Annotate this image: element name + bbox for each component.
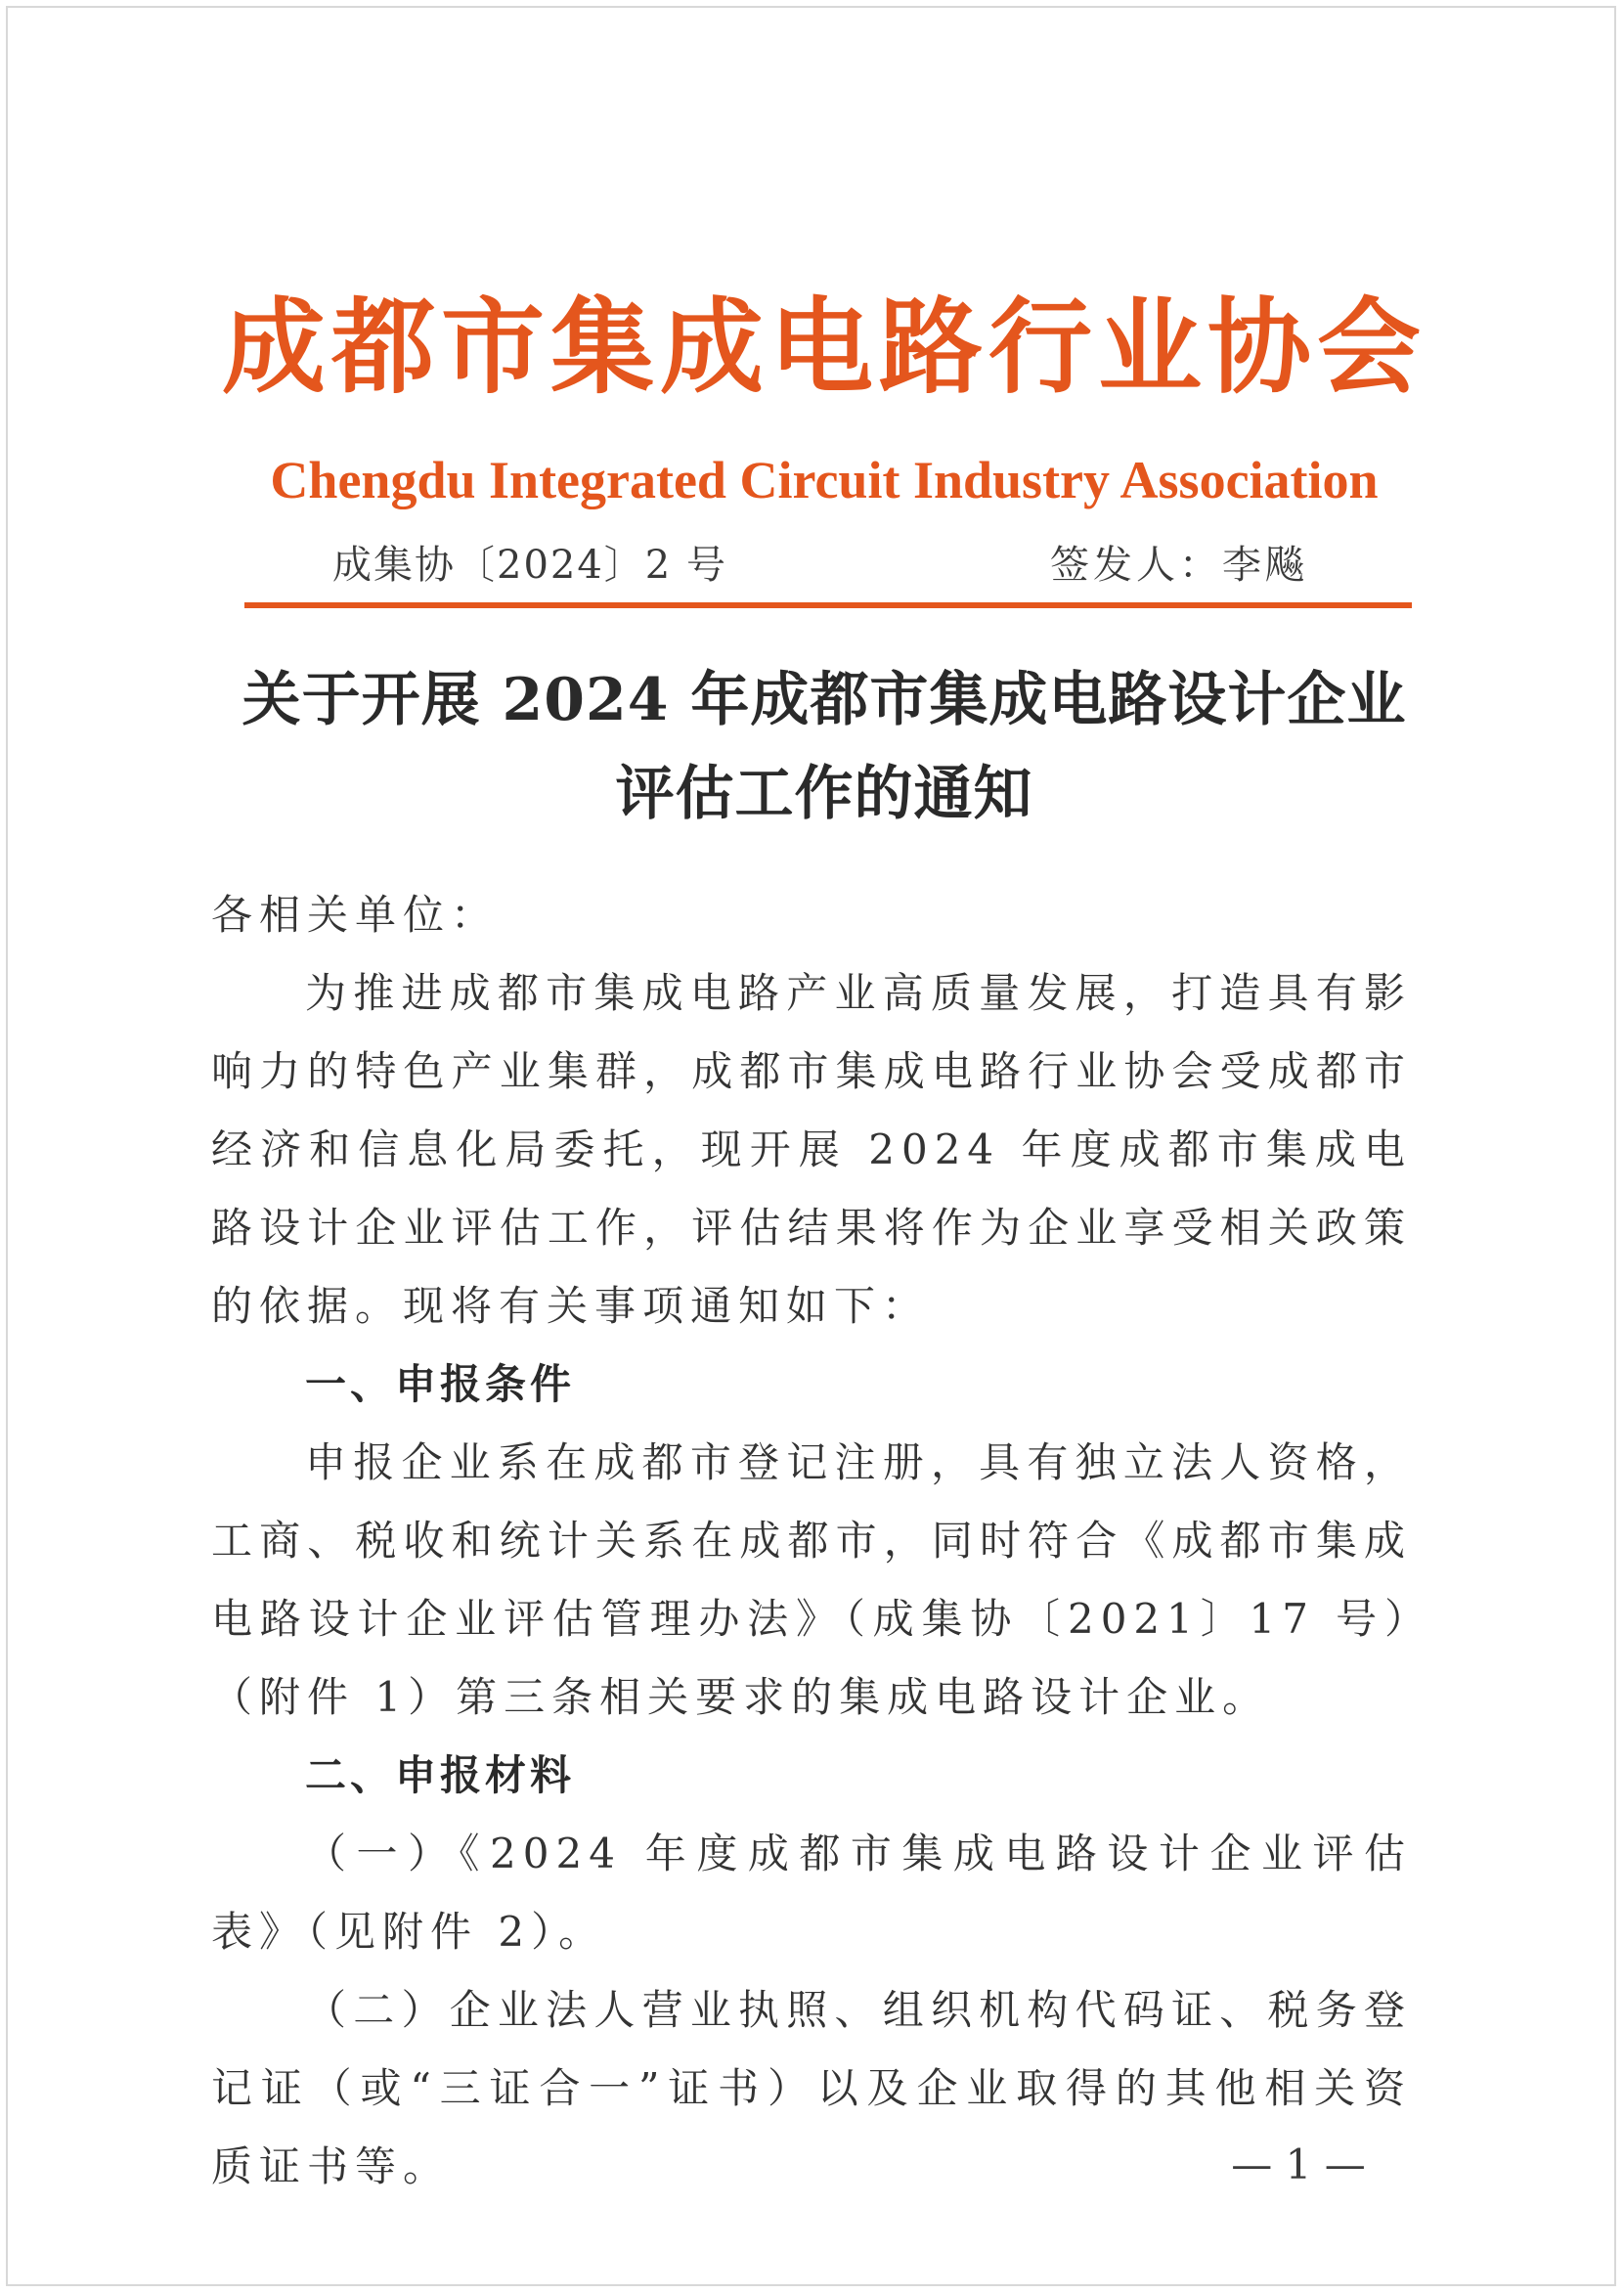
materials-item-2: （二）企业法人营业执照、组织机构代码证、税务登记证（或“三证合一”证书）以及企业取得的其他相关资质证书等。 [211,1986,1412,2190]
document-page [6,6,1616,2286]
title-line-1: 关于开展 2024 年成都市集成电路设计企业 [241,666,1407,734]
salutation: 各相关单位： [211,891,500,939]
org-name-english: Chengdu Integrated Circuit Industry Association [270,451,1379,509]
document-meta-row [242,536,1308,595]
intro-paragraph: 为推进成都市集成电路产业高质量发展，打造具有影响力的特色产业集群，成都市集成电路行业协会受成都市经济和信息化局委托，现开展 2024 年度成都市集成电路设计企业评估工作，评估结果将作为企业享受相关政策的依据。现将有关事项通知如下： [211,969,1412,1330]
notice-title [203,653,1445,841]
page-number: — 1 — [1231,2140,1366,2188]
red-divider-line [244,602,1412,608]
issuer: 签发人：李飚 [1050,543,1308,588]
notice-body [211,876,1412,2206]
org-name-chinese: 成都市集成电路行业协会 [222,286,1426,408]
section-heading-conditions: 一、申报条件 [305,1360,576,1408]
conditions-paragraph: 申报企业系在成都市登记注册，具有独立法人资格，工商、税收和统计关系在成都市，同时符合《成都市集成电路设计企业评估管理办法》（成集协〔2021〕17 号）（附件 1）第三条相关要求的集成电路设计企业。 [211,1438,1412,1721]
title-line-2: 评估工作的通知 [615,760,1033,828]
section-heading-materials: 二、申报材料 [305,1751,576,1799]
document-number: 成集协〔2024〕2 号 [332,543,727,588]
materials-item-1: （一）《2024 年度成都市集成电路设计企业评估表》（见附件 2）。 [211,1830,1412,1956]
